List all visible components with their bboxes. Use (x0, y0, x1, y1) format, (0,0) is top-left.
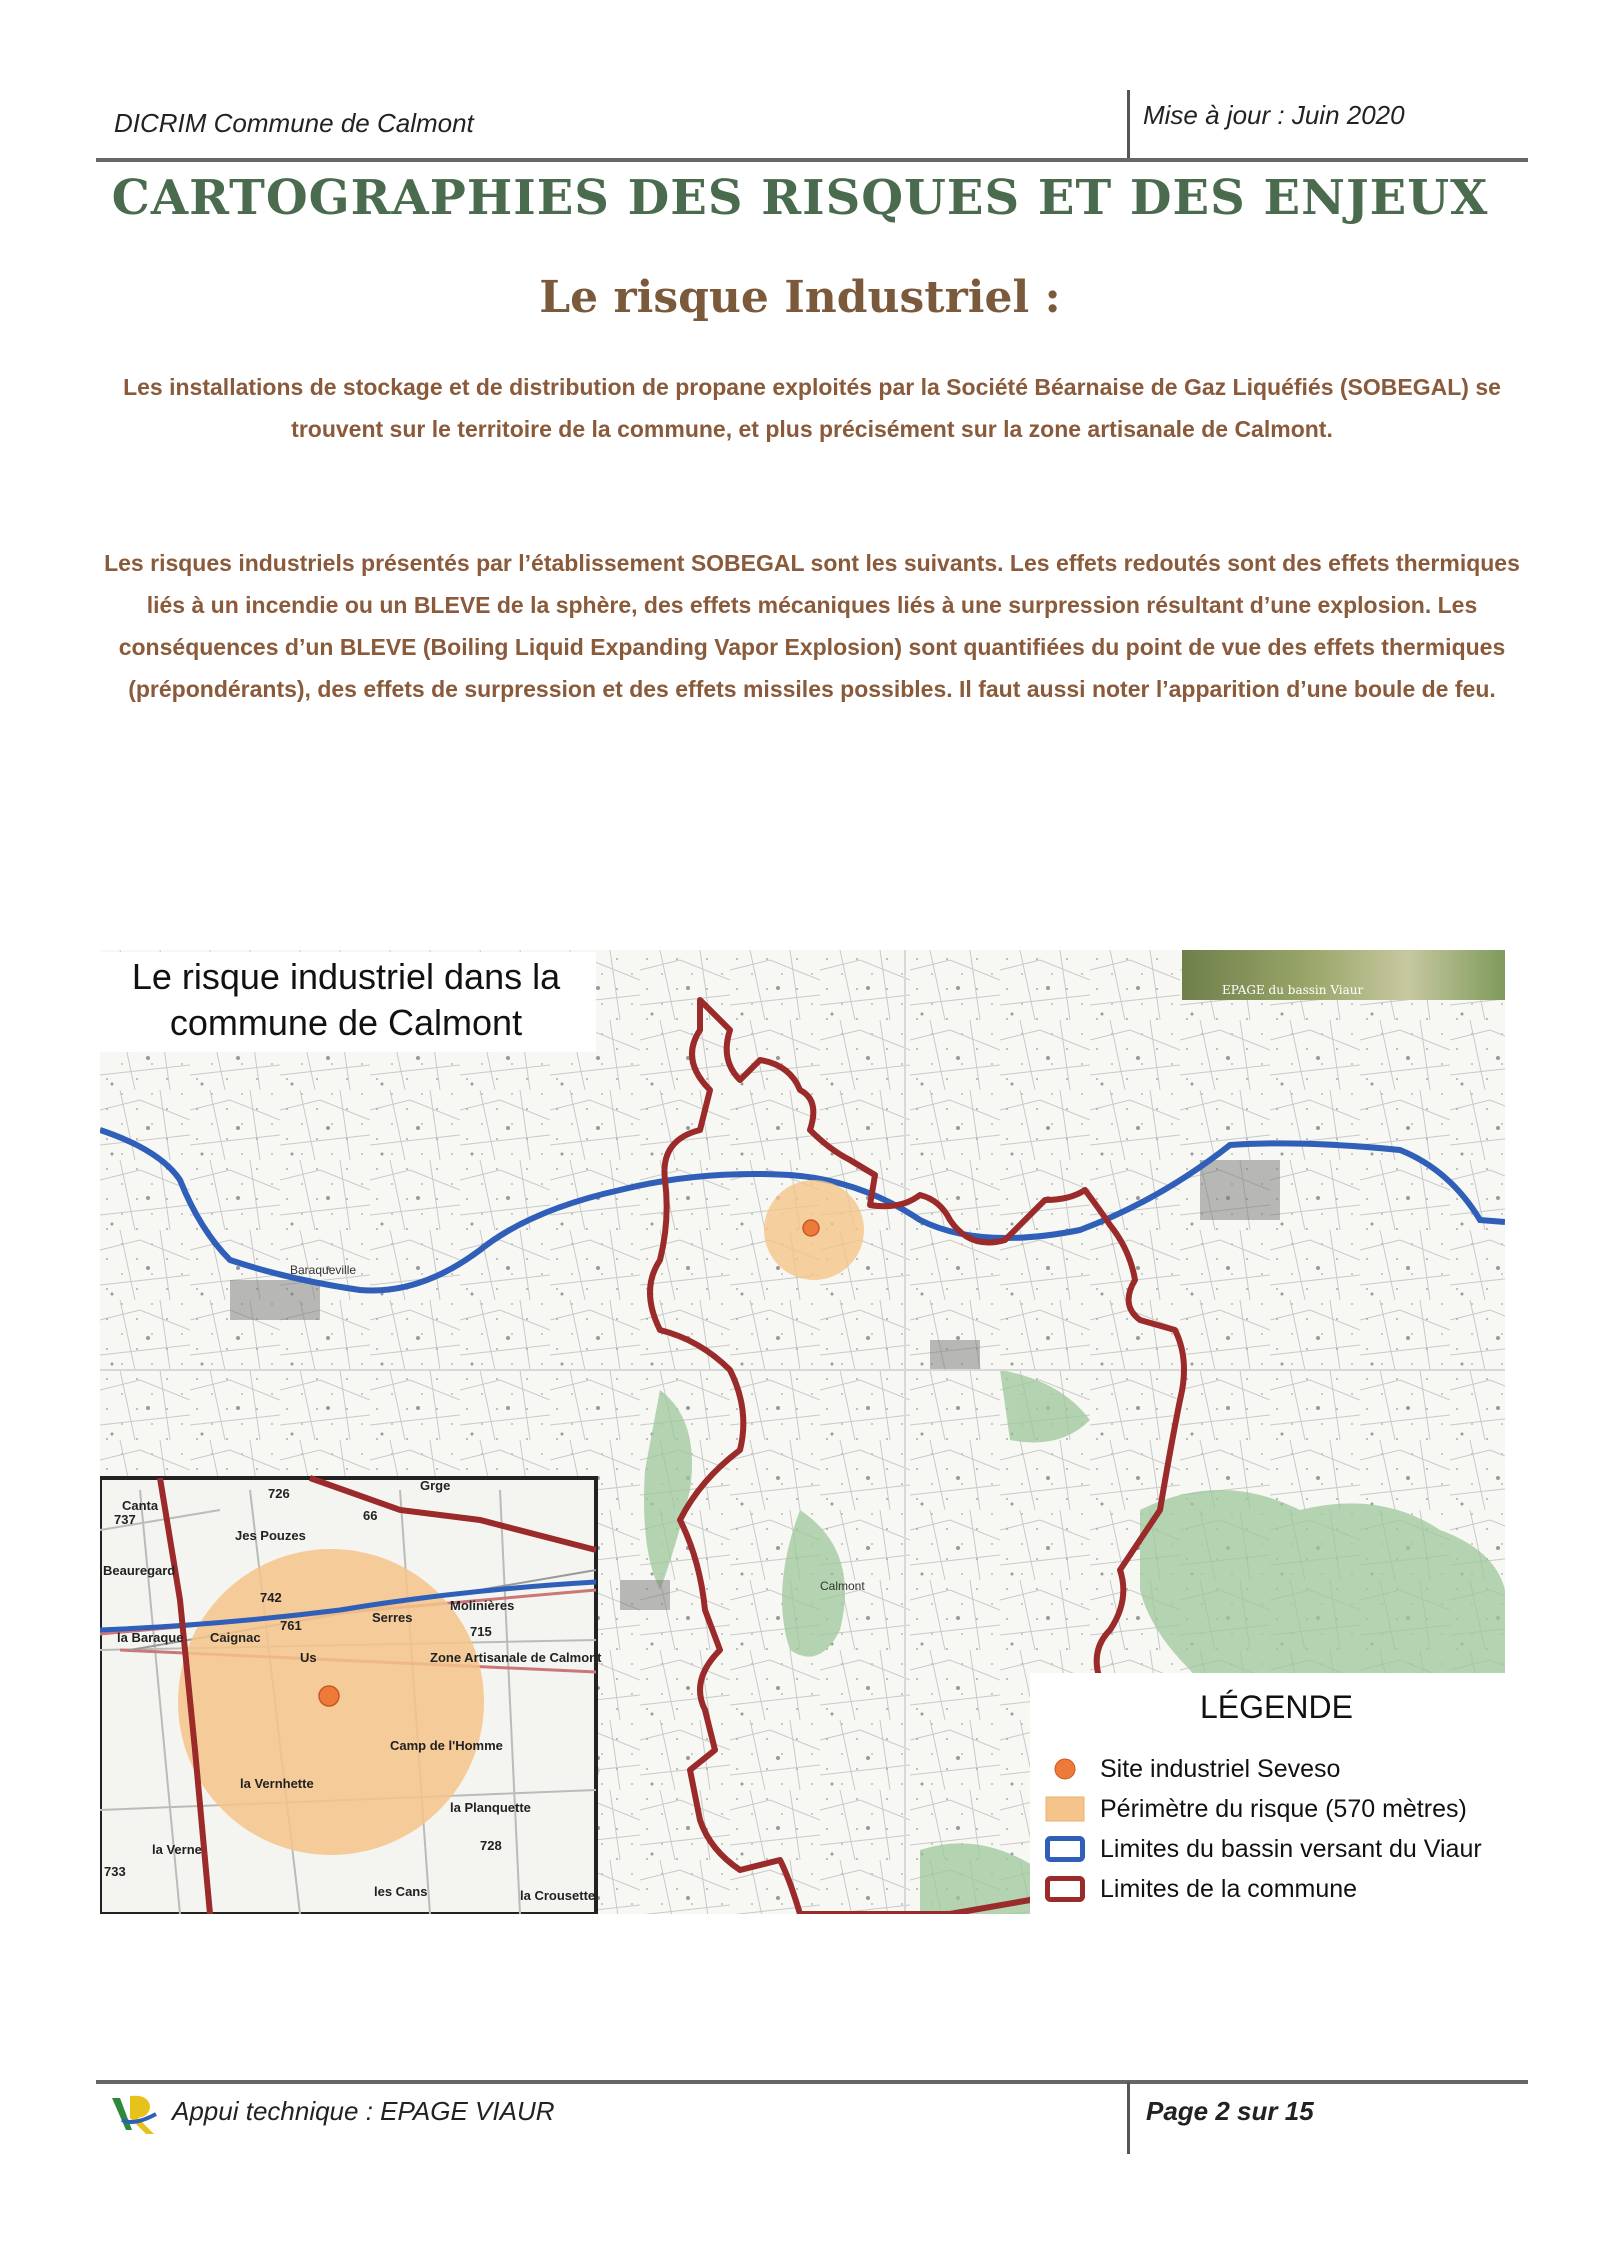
label-us: Us (300, 1650, 317, 1665)
label-715: 715 (470, 1624, 492, 1639)
label-verne: la Verne (152, 1842, 202, 1857)
legend-item-bassin (1040, 1833, 1482, 1865)
label-726: 726 (268, 1486, 290, 1501)
map-title-line-2: commune de Calmont (169, 1002, 523, 1043)
footer-divider (1127, 2082, 1130, 2154)
legend-item-site (1040, 1753, 1340, 1785)
label-733: 733 (104, 1864, 126, 1879)
label-jes-pouzes: Jes Pouzes (235, 1528, 306, 1543)
label-caignac: Caignac (210, 1630, 261, 1645)
legend-item-perimeter (1040, 1793, 1467, 1825)
map-title-line-1: Le risque industriel dans la (131, 956, 561, 997)
label-molinieres: Molinières (450, 1598, 515, 1613)
seveso-site-icon (1040, 1758, 1090, 1780)
header-divider (1127, 90, 1130, 160)
label-761: 761 (280, 1618, 302, 1633)
bassin-swatch-icon (1040, 1836, 1090, 1862)
risks-paragraph: Les risques industriels présentés par l’établissement SOBEGAL sont les suivants. Les effets redoutés sont des effets thermiques liés à un incendie ou un BLEVE de la sphère, des effets mécaniques liés à une surpression résultant d’une explosion. Les conséquences d’un BLEVE (Boiling Liquid Expanding Vapor Explosion) sont quantifiées du point de vue des effets thermiques (prépondérants), des effets de surpression et des effets missiles possibles. Il faut aussi noter l’apparition d’une boule de feu. (104, 550, 1520, 702)
epage-logo-text: EPAGE du bassin Viaur (1222, 983, 1364, 997)
page-subtitle: Le risque Industriel : (539, 272, 1061, 323)
label-742: 742 (260, 1590, 282, 1605)
label-calmont: Calmont (820, 1579, 865, 1593)
label-zone-artisanale: Zone Artisanale de Calmont (430, 1650, 602, 1665)
label-737: 737 (114, 1512, 136, 1527)
map-title (96, 952, 596, 1052)
epage-viaur-logo-icon (108, 2090, 160, 2140)
label-66: 66 (363, 1508, 378, 1523)
label-grge: Grge (420, 1478, 451, 1493)
legend-item-commune (1040, 1873, 1357, 1905)
seveso-site-inset (319, 1686, 339, 1706)
legend-label-perimeter: Périmètre du risque (570 mètres) (1100, 1794, 1467, 1823)
commune-swatch-icon (1040, 1876, 1090, 1902)
label-728: 728 (480, 1838, 502, 1853)
label-crousette: la Crousette (520, 1888, 596, 1903)
seveso-site-main (803, 1220, 819, 1236)
footer-left-text: Appui technique : EPAGE VIAUR (172, 2096, 555, 2126)
perimeter-swatch-icon (1040, 1796, 1090, 1822)
map-legend (1030, 1673, 1510, 1918)
legend-title: LÉGENDE (1200, 1689, 1353, 1725)
header-right-text: Mise à jour : Juin 2020 (1143, 100, 1405, 130)
page-title: CARTOGRAPHIES DES RISQUES ET DES ENJEUX (111, 170, 1489, 226)
label-baraque: la Baraque (117, 1630, 184, 1645)
label-planquette: la Planquette (450, 1800, 531, 1815)
legend-label-commune: Limites de la commune (1100, 1874, 1358, 1903)
label-cans: les Cans (374, 1884, 428, 1899)
footer-rule (96, 2080, 1528, 2084)
footer-page-number: Page 2 sur 15 (1146, 2096, 1314, 2126)
legend-label-bassin: Limites du bassin versant du Viaur (1100, 1834, 1482, 1863)
label-baraqueville: Baraqueville (290, 1263, 357, 1277)
header-left-text: DICRIM Commune de Calmont (114, 108, 474, 138)
intro-paragraph: Les installations de stockage et de distribution de propane exploités par la Société Béarnaise de Gaz Liquéfiés (SOBEGAL) se trouvent sur le territoire de la commune, et plus précisément sur la zone artisanale de Calmont. (123, 374, 1501, 442)
label-camp: Camp de l'Homme (390, 1738, 503, 1753)
header-rule (96, 158, 1528, 162)
label-serres: Serres (372, 1610, 413, 1625)
label-vernhette: la Vernhette (240, 1776, 314, 1791)
label-cantal: Canta (122, 1498, 159, 1513)
label-beauregard: Beauregard (103, 1563, 176, 1578)
legend-label-site: Site industriel Seveso (1100, 1754, 1341, 1783)
